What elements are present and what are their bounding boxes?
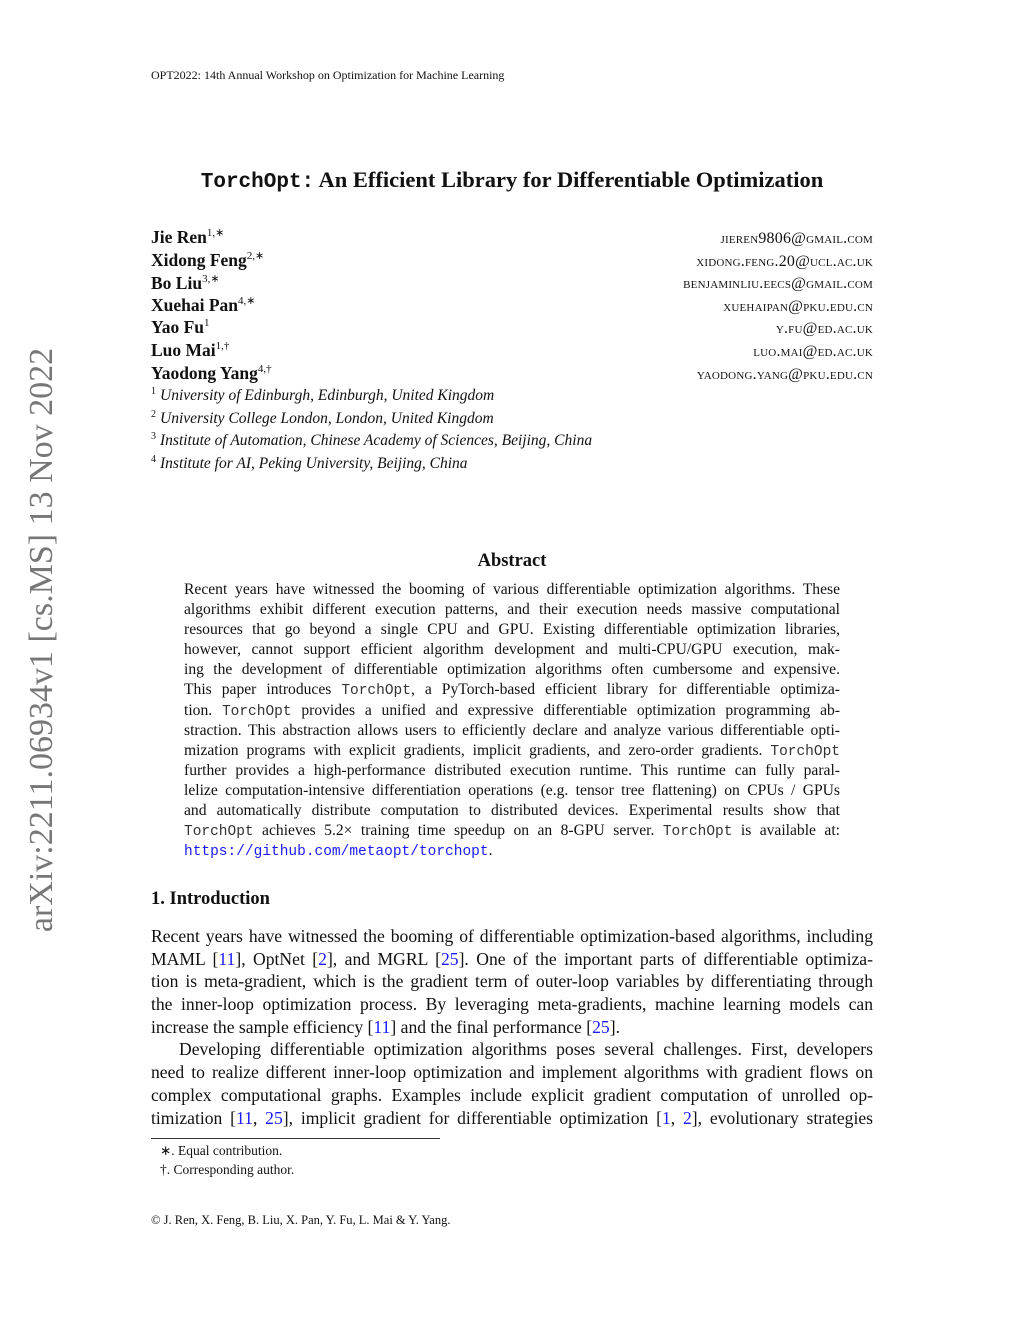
author-affiliation-mark: 1 [204, 317, 210, 330]
affiliation [151, 454, 592, 477]
citation-link[interactable]: 1 [661, 1107, 671, 1128]
author-name-text: Xuehai Pan [151, 295, 239, 316]
text-run: timization [ [151, 1107, 237, 1128]
author-affiliation-mark: 3,∗ [202, 272, 220, 285]
text-line [184, 640, 840, 660]
title-text: An Efficient Library for Differentiable Optimization [314, 167, 824, 192]
text-run: provides a unified and expressive differentiable optimization programming ab- [291, 701, 840, 719]
abstract-heading: Abstract [477, 551, 547, 571]
affiliation-number: 3 [151, 431, 156, 443]
affiliation-text: Institute of Automation, Chinese Academy of Sciences, Beijing, China [160, 432, 593, 450]
affiliation-list [151, 386, 592, 476]
affiliation-number: 4 [151, 453, 156, 465]
text-run: , [252, 1107, 266, 1128]
citation-link[interactable]: 25 [265, 1107, 283, 1128]
author-affiliation-mark: 4,† [257, 362, 272, 375]
author-name [151, 317, 210, 338]
author-email[interactable]: luo.mai@ed.ac.uk [753, 342, 873, 360]
affiliation-number: 1 [151, 386, 156, 397]
code-name: TorchOpt [184, 824, 254, 841]
text-line [184, 580, 840, 600]
text-line [151, 1107, 873, 1130]
author-email[interactable]: xidong.feng.20@ucl.ac.uk [696, 252, 873, 270]
text-run: Developing differentiable optimization algorithms poses several challenges. First, developers [179, 1039, 873, 1060]
author-name [151, 249, 264, 271]
text-line [151, 970, 873, 993]
text-run: however, cannot support efficient algorithm development and multi-CPU/GPU execution, mak- [184, 641, 840, 659]
affiliation-text: University College London, London, United Kingdom [160, 409, 494, 427]
author-list [151, 226, 873, 386]
paragraph [151, 925, 873, 1038]
text-line [151, 1016, 873, 1039]
text-run: increase the sample efficiency [ [151, 1016, 374, 1037]
section-heading-introduction: 1. Introduction [151, 889, 270, 909]
text-line [184, 660, 840, 680]
author-affiliation-mark: 2,∗ [246, 249, 265, 262]
text-line [151, 1038, 873, 1061]
author-name-text: Yao Fu [151, 317, 204, 338]
text-line [151, 993, 873, 1016]
text-run: ]. [609, 1016, 620, 1037]
affiliation [151, 431, 592, 454]
text-line [184, 701, 840, 721]
paragraph [151, 1038, 873, 1129]
text-run: . [488, 842, 493, 860]
copyright-notice: © J. Ren, X. Feng, B. Liu, X. Pan, Y. Fu, L. Mai & Y. Yang. [151, 1213, 451, 1227]
text-run: MAML [ [151, 948, 219, 969]
text-run: tion is meta-gradient, which is the gradient term of outer-loop variables by differentiating through [151, 971, 873, 992]
text-line [151, 1084, 873, 1107]
repository-link[interactable]: https://github.com/metaopt/torchopt [184, 844, 489, 861]
citation-link[interactable]: 11 [373, 1016, 391, 1037]
citation-link[interactable]: 11 [236, 1107, 253, 1128]
text-run: and automatically distribute computation to distributed devices. Experimental results show that [184, 802, 840, 820]
text-line [184, 781, 840, 801]
code-name: TorchOpt [662, 824, 733, 841]
text-line [184, 841, 840, 861]
text-run: mization programs with explicit gradients, implicit gradients, and zero-order gradients. [184, 741, 771, 759]
footnote-corresponding-author: †. Corresponding author. [160, 1162, 295, 1177]
text-run: complex computational graphs. Examples include explicit gradient computation of unrolled op- [151, 1084, 873, 1105]
title-code: TorchOpt: [200, 171, 315, 194]
text-line [184, 741, 840, 761]
author-name-text: Yaodong Yang [151, 362, 258, 383]
author-email[interactable]: jieren9806@gmail.com [720, 229, 873, 247]
text-run: the inner-loop optimization process. By leveraging meta-gradients, machine learning models can [151, 994, 873, 1015]
text-line [184, 801, 840, 821]
author-row [151, 294, 873, 317]
code-name: TorchOpt [770, 743, 840, 760]
text-line [184, 600, 840, 620]
text-line [184, 680, 840, 700]
footnotes [160, 1143, 294, 1181]
text-run: Recent years have witnessed the booming of differentiable optimization-based algorithms, including [151, 926, 873, 946]
text-line [184, 821, 840, 841]
author-email[interactable]: yaodong.yang@pku.edu.cn [696, 365, 873, 383]
text-line [184, 620, 840, 640]
code-name: TorchOpt [341, 683, 411, 700]
text-run: Recent years have witnessed the booming of various differentiable optimization algorithms. These [184, 581, 840, 598]
text-run: ], OptNet [ [235, 948, 319, 969]
text-line [184, 761, 840, 781]
paper-title [0, 167, 1024, 194]
author-affiliation-mark: 1,∗ [206, 227, 225, 239]
author-row [151, 363, 873, 386]
text-run: ] and the final performance [ [390, 1016, 593, 1037]
author-name [151, 340, 229, 361]
arxiv-stamp: arXiv:2211.06934v1 [cs.MS] 13 Nov 2022 [23, 347, 60, 933]
text-run: resources that go beyond a single CPU and GPU. Existing differentiable optimization libraries, [184, 621, 840, 639]
author-row [151, 317, 873, 340]
affiliation-text: University of Edinburgh, Edinburgh, United Kingdom [160, 387, 495, 405]
author-affiliation-mark: 1,† [215, 340, 230, 353]
text-run: further provides a high-performance distributed execution runtime. This runtime can fully paral- [184, 761, 840, 779]
text-run: , a PyTorch-based efficient library for differentiable optimiza- [410, 681, 840, 699]
code-name: TorchOpt [221, 703, 292, 720]
text-line [151, 925, 873, 948]
author-row [151, 272, 873, 295]
text-run: , [670, 1107, 683, 1128]
text-run: lelize computation-intensive differentiation operations (e.g. tensor tree flattening) on CPUs / GPUs [184, 781, 840, 799]
author-name-text: Jie Ren [151, 226, 207, 247]
affiliation [151, 386, 592, 409]
text-line [151, 1061, 873, 1084]
footnote-divider [151, 1138, 440, 1139]
text-run: algorithms exhibit different execution patterns, and their execution needs massive computational [184, 601, 840, 619]
affiliation-number: 2 [151, 408, 156, 420]
text-line [184, 721, 840, 741]
text-run: ], implicit gradient for differentiable optimization [ [282, 1107, 662, 1128]
running-header: OPT2022: 14th Annual Workshop on Optimization for Machine Learning [151, 68, 505, 82]
text-run: achieves 5.2× training time speedup on an 8-GPU server. [253, 822, 663, 840]
author-row [151, 340, 873, 363]
citation-link[interactable]: 25 [592, 1016, 610, 1037]
author-name [151, 294, 256, 316]
text-run: This paper introduces [184, 681, 342, 699]
author-email[interactable]: xuehaipan@pku.edu.cn [723, 298, 873, 316]
author-name-text: Luo Mai [151, 339, 216, 360]
citation-link[interactable]: 11 [218, 948, 236, 969]
author-name [151, 363, 272, 384]
text-run: need to realize different inner-loop optimization and implement algorithms with gradient flows on [151, 1062, 873, 1083]
author-row [151, 226, 873, 249]
text-run: is available at: [732, 822, 840, 840]
author-row [151, 249, 873, 272]
footnote-equal-contribution: ∗. Equal contribution. [160, 1143, 283, 1158]
citation-link[interactable]: 25 [440, 948, 459, 969]
citation-link[interactable]: 2 [318, 948, 327, 969]
author-name [151, 272, 220, 294]
affiliation [151, 409, 592, 432]
text-run: straction. This abstraction allows users to efficiently declare and analyze various differentiable opti- [184, 721, 840, 739]
affiliation-text: Institute for AI, Peking University, Beijing, China [160, 454, 468, 472]
text-run: ]. One of the important parts of differentiable optimiza- [458, 948, 873, 969]
introduction-body [151, 925, 873, 1129]
citation-link[interactable]: 2 [682, 1107, 692, 1128]
abstract-body [184, 580, 840, 861]
author-name-text: Bo Liu [151, 272, 203, 293]
author-name [151, 226, 224, 248]
text-run: ing the development of differentiable optimization algorithms often cumbersome and expensive. [184, 661, 840, 679]
author-email[interactable]: y.fu@ed.ac.uk [775, 320, 873, 338]
text-run: tion. [184, 701, 222, 719]
author-email[interactable]: benjaminliu.eecs@gmail.com [683, 275, 873, 293]
author-affiliation-mark: 4,∗ [238, 295, 256, 308]
text-line [151, 948, 873, 971]
author-name-text: Xidong Feng [151, 249, 247, 270]
text-run: ], and MGRL [ [326, 948, 441, 969]
text-run: ], evolutionary strategies [691, 1107, 873, 1128]
